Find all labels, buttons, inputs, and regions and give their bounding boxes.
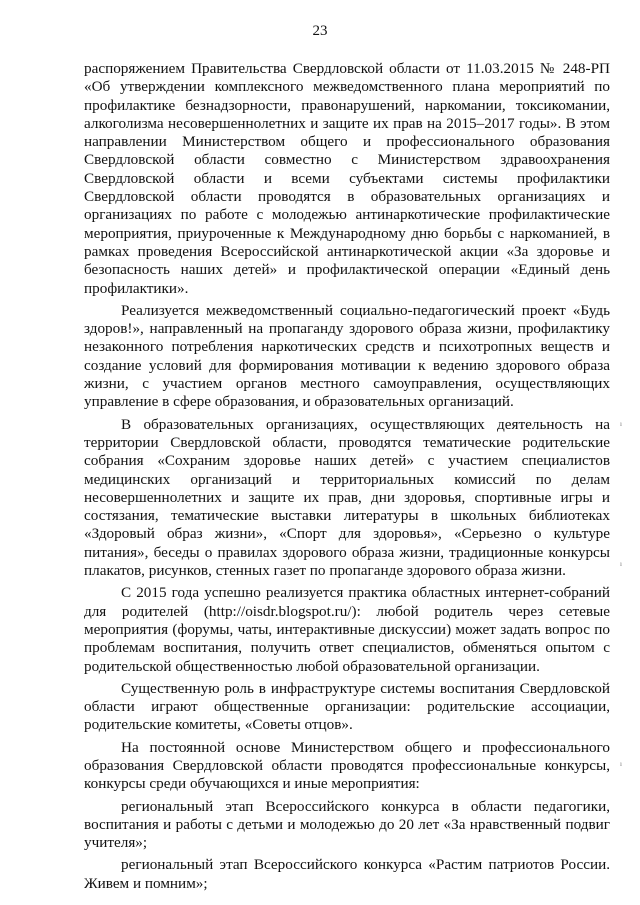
paragraph-3: В образовательных организациях, осуществляющих деятельность на территории Свердловской области, проводятся тематические родительские собрания «Сохраним здоровье наших детей» с участием специалистов медицинских организаций и территориальных комиссий по делам несовершеннолетних и защите их прав, дни здоровья, спортивные игры и состязания, тематические выставки литературы в школьных библиотеках «Здоровый образ жизни», «Спорт для здоровья», «Серьезно о культуре питания», беседы о правилах здорового образа жизни, традиционные конкурсы плакатов, рисунков, стенных газет по пропаганде здорового образа жизни.	[84, 415, 610, 580]
paragraph-2: Реализуется межведомственный социально-педагогический проект «Будь здоров!», направленный на пропаганду здорового образа жизни, профилактику незаконного потребления наркотических средств и психотропных веществ и создание условий для формирования мотивации к ведению здорового образа жизни, с участием органов местного самоуправления, осуществляющих управление в сфере образования, и образовательных организаций.	[84, 301, 610, 411]
paragraph-8: региональный этап Всероссийского конкурса «Растим патриотов России. Живем и помним»;	[84, 856, 610, 892]
paragraph-6: На постоянной основе Министерством общего и профессионального образования Свердловской области проводятся профессиональные конкурсы, конкурсы среди обучающихся и иные мероприятия:	[84, 738, 610, 793]
page-number: 23	[312, 23, 328, 39]
paragraph-5: Существенную роль в инфраструктуре системы воспитания Свердловской области играют общественные организации: родительские ассоциации, родительские комитеты, «Советы отцов».	[84, 679, 610, 734]
scan-margin-mark: ı	[620, 760, 621, 768]
paragraph-4: С 2015 года успешно реализуется практика областных интернет-собраний для родителей (http://oisdr.blogspot.ru/): любой родитель через сетевые мероприятия (форумы, чаты, интерактивные дискуссии) может задать вопрос по проблемам воспитания, получить ответ специалистов, обменяться опытом с родительской общественностью любой образовательной организации.	[84, 584, 610, 675]
paragraph-1: распоряжением Правительства Свердловской области от 11.03.2015 № 248-РП «Об утверждении комплексного межведомственного плана мероприятий по профилактике безнадзорности, правонарушений, наркомании, токсикомании, алкоголизма несовершеннолетних и защите их прав на 2015–2017 годы». В этом направлении Министерством общего и профессионального образования Свердловской области совместно с Министерством здравоохранения Свердловской области и всеми субъектами системы профилактики Свердловской области проводятся в образовательных организациях и организациях по работе с молодежью антинаркотические профилактические мероприятия, приуроченные к Международному дню борьбы с наркоманией, в рамках проведения Всероссийской антинаркотической акции «За здоровье и безопасность наших детей» и профилактической операции «Единый день профилактики».	[84, 60, 610, 297]
document-body	[84, 60, 610, 897]
scan-margin-mark: ı	[620, 560, 621, 568]
scan-margin-mark: ı	[620, 420, 621, 428]
paragraph-7: региональный этап Всероссийского конкурса в области педагогики, воспитания и работы с детьми и молодежью до 20 лет «За нравственный подвиг учителя»;	[84, 797, 610, 852]
